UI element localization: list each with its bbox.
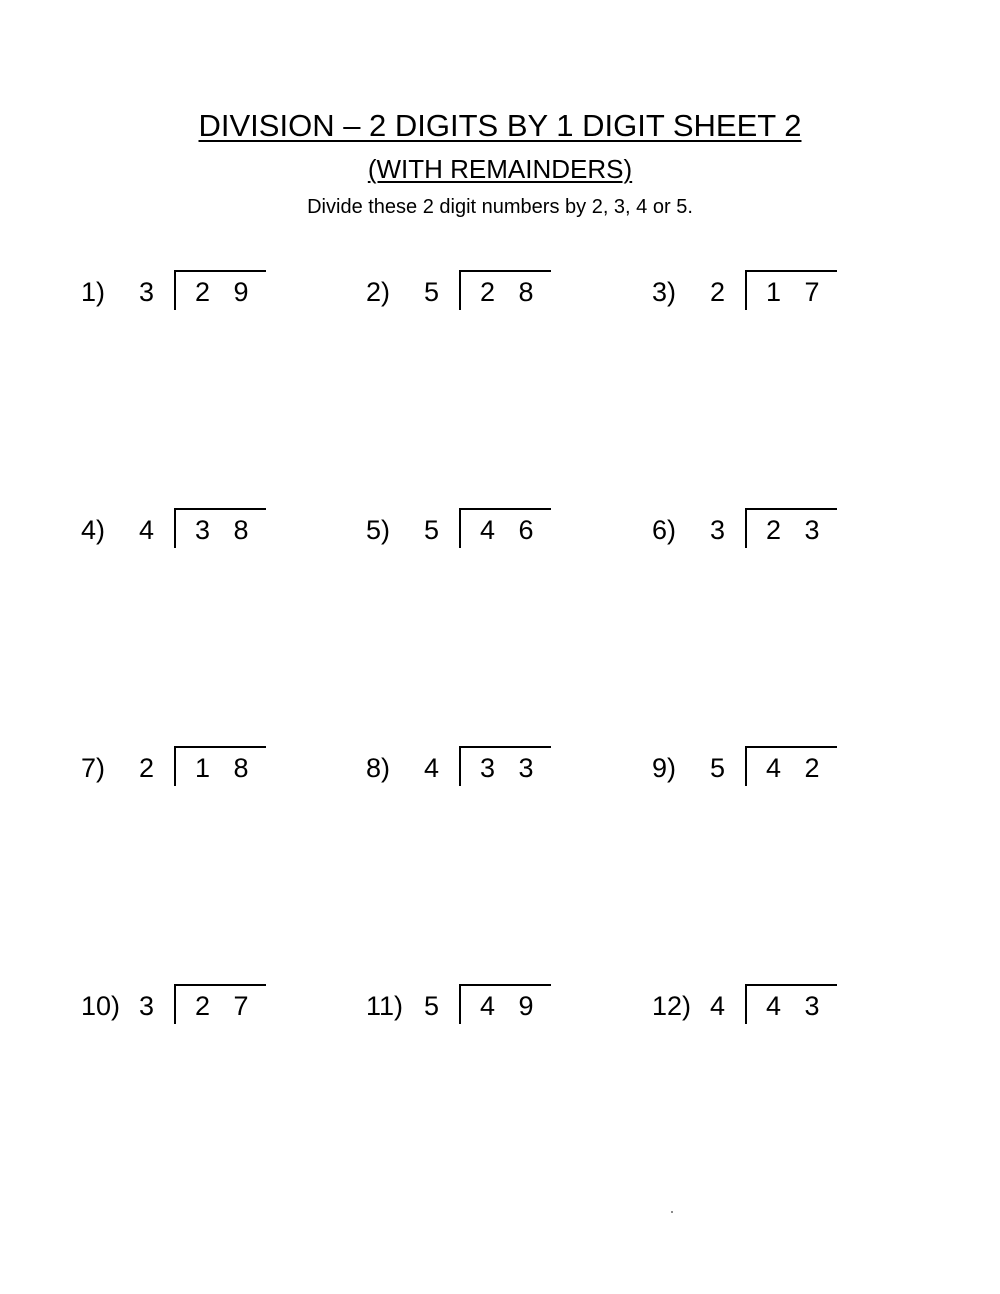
- division-problem-12: [652, 984, 932, 1034]
- divisor: 4: [139, 515, 155, 545]
- dividend: 2 3: [766, 515, 821, 545]
- division-problem-2: [366, 270, 646, 320]
- problem-number: 3): [652, 277, 677, 307]
- stray-mark: [671, 1211, 673, 1213]
- problem-number: 5): [366, 515, 391, 545]
- division-problem-7: [81, 746, 361, 796]
- divisor: 3: [710, 515, 726, 545]
- division-problem-5: [366, 508, 646, 558]
- division-problem-9: [652, 746, 932, 796]
- problem-number: 9): [652, 753, 677, 783]
- divisor: 3: [139, 277, 155, 307]
- page-title: DIVISION – 2 DIGITS BY 1 DIGIT SHEET 2: [198, 108, 802, 143]
- problem-number: 11): [366, 991, 404, 1021]
- problem-number: 8): [366, 753, 391, 783]
- divisor: 2: [710, 277, 726, 307]
- dividend: 2 8: [480, 277, 535, 307]
- division-problem-1: [81, 270, 361, 320]
- dividend: 4 2: [766, 753, 821, 783]
- division-problem-4: [81, 508, 361, 558]
- division-problem-8: [366, 746, 646, 796]
- instructions: Divide these 2 digit numbers by 2, 3, 4 or 5.: [307, 196, 693, 218]
- divisor: 4: [424, 753, 440, 783]
- problem-number: 4): [81, 515, 106, 545]
- problem-number: 7): [81, 753, 106, 783]
- dividend: 1 7: [766, 277, 821, 307]
- divisor: 5: [424, 515, 440, 545]
- dividend: 2 7: [195, 991, 250, 1021]
- division-problem-3: [652, 270, 932, 320]
- page-subtitle: (WITH REMAINDERS): [367, 154, 633, 184]
- divisor: 5: [710, 753, 726, 783]
- divisor: 5: [424, 991, 440, 1021]
- dividend: 4 6: [480, 515, 535, 545]
- dividend: 1 8: [195, 753, 250, 783]
- dividend: 3 8: [195, 515, 250, 545]
- problem-number: 6): [652, 515, 677, 545]
- divisor: 3: [139, 991, 155, 1021]
- dividend: 4 9: [480, 991, 535, 1021]
- divisor: 4: [710, 991, 726, 1021]
- dividend: 3 3: [480, 753, 535, 783]
- problem-number: 12): [652, 991, 692, 1021]
- divisor: 2: [139, 753, 155, 783]
- problem-number: 2): [366, 277, 391, 307]
- divisor: 5: [424, 277, 440, 307]
- dividend: 2 9: [195, 277, 250, 307]
- problem-number: 1): [81, 277, 106, 307]
- division-problem-11: [366, 984, 646, 1034]
- dividend: 4 3: [766, 991, 821, 1021]
- division-problem-6: [652, 508, 932, 558]
- division-problem-10: [81, 984, 361, 1034]
- problem-number: 10): [81, 991, 121, 1021]
